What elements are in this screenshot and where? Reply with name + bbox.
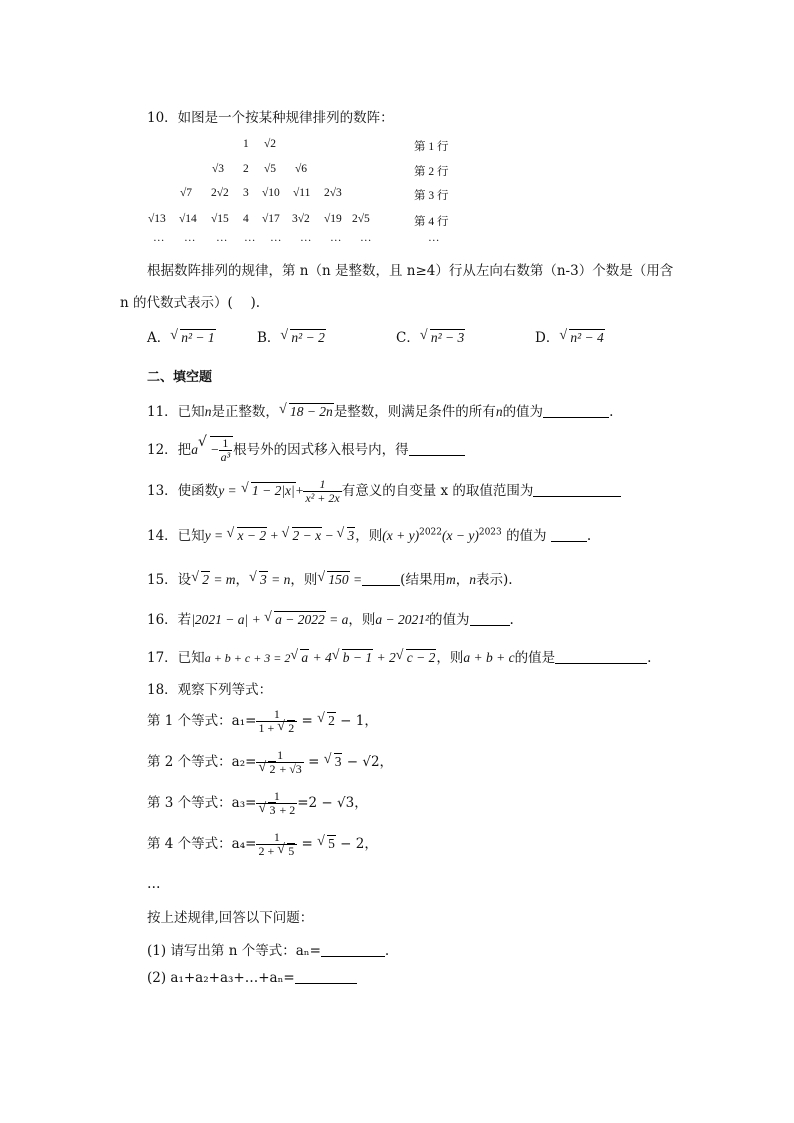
q14: 14．已知y = √ x − 2 + √ 2 − x − √ 3，则$(x + y)^{2022}(x - y)^{2023}$ 的值为 . — [147, 524, 591, 544]
matrix-row-label: 第 1 行 — [414, 141, 449, 153]
q18-prompt: 按上述规律,回答以下问题： — [147, 910, 314, 926]
q18-title: 18．观察下列等式： — [147, 682, 273, 698]
q10-text-2: n 的代数式表示）( ). — [120, 295, 261, 311]
matrix-dots: … — [244, 232, 256, 244]
matrix-cell: √13 — [148, 213, 166, 225]
answer-blank-13[interactable] — [533, 483, 621, 497]
answer-blank-14[interactable] — [551, 528, 587, 542]
q17: 17．已知a + b + c + 3 = 2√ a + 4√ b − 1 + 2√ c − 2，则a + b + c的值是 . — [147, 646, 651, 666]
matrix-dots: … — [300, 232, 312, 244]
section-heading: 二、填空题 — [147, 370, 213, 385]
matrix-cell: √5 — [264, 163, 277, 175]
matrix-dots: … — [153, 232, 165, 244]
q18-eq-2: 第 2 个等式：a₂= 1 √ 2 + √3 = √ 3 − √2， — [147, 749, 393, 776]
matrix-cell: 4 — [243, 213, 249, 225]
answer-blank-17[interactable] — [555, 650, 647, 664]
matrix-cell: √19 — [324, 213, 342, 225]
matrix-cell: 2√5 — [352, 213, 370, 225]
matrix-dots: … — [216, 232, 228, 244]
answer-blank-16[interactable] — [470, 612, 510, 626]
matrix-cell: 2 — [243, 163, 249, 175]
option-a[interactable]: A．√ n² − 1 — [147, 326, 216, 346]
q16: 16．若|2021 − a| + √ a − 2022 = a，则a − 2021²的值为 . — [147, 608, 514, 628]
q18-dots: … — [147, 876, 161, 892]
option-b[interactable]: B．√ n² − 2 — [257, 326, 326, 346]
matrix-row-label: 第 2 行 — [414, 166, 449, 178]
matrix-cell: √17 — [262, 213, 280, 225]
matrix-cell: √3 — [212, 163, 225, 175]
matrix-cell: 2√2 — [211, 187, 229, 199]
answer-blank-11[interactable] — [543, 404, 609, 418]
matrix-cell: √11 — [293, 187, 311, 199]
q15: 15．设√ 2 = m，√ 3 = n，则√ 150 = (结果用m，n表示). — [147, 568, 513, 588]
matrix-row-label: … — [428, 232, 440, 244]
matrix-cell: √15 — [211, 213, 229, 225]
q18-sub-1: (1) 请写出第 n 个等式：aₙ= . — [147, 943, 390, 959]
matrix-dots: … — [360, 232, 372, 244]
matrix-cell: 3 — [243, 187, 249, 199]
matrix-cell: 1 — [243, 138, 249, 150]
q18-eq-1: 第 1 个等式：a₁= $\frac{1}{1 + √ 2}$ = √ 2 − 1， — [147, 708, 378, 735]
matrix-cell: √10 — [262, 187, 280, 199]
q18-eq-4: 第 4 个等式：a₄= $\frac{1}{2 + √ 5}$ = √ 5 − 2， — [147, 831, 378, 858]
matrix-dots: … — [270, 232, 282, 244]
answer-blank-18-1[interactable] — [321, 943, 385, 957]
q18-eq-3: 第 3 个等式：a₃= 1 √ 3 + 2 =2 − √3， — [147, 790, 368, 817]
answer-blank-18-2[interactable] — [295, 970, 357, 984]
matrix-cell: √6 — [295, 163, 308, 175]
matrix-row-label: 第 4 行 — [414, 216, 449, 228]
option-d[interactable]: D．√ n² − 4 — [535, 326, 605, 346]
q11: 11．已知n是正整数，√ 18 − 2n是整数，则满足条件的所有n的值为 . — [147, 400, 613, 420]
option-c[interactable]: C．√ n² − 3 — [396, 326, 465, 346]
matrix-cell: √2 — [264, 138, 277, 150]
answer-blank-12[interactable] — [409, 442, 465, 456]
matrix-dots: … — [330, 232, 342, 244]
q10-text-1: 根据数阵排列的规律，第 n（n 是整数，且 n≥4）行从左向右数第（n-3）个数是（用含 — [147, 263, 674, 279]
q18-sub-2: (2) a₁+a₂+a₃+…+aₙ= — [147, 970, 357, 986]
matrix-cell: √14 — [179, 213, 197, 225]
q12: 12．把a√ − $\frac{1}{\text{a³}}$ 根号外的因式移入根号内，得 — [147, 436, 465, 464]
matrix-cell: 3√2 — [292, 213, 310, 225]
matrix-row-label: 第 3 行 — [414, 190, 449, 202]
q10-title: 10．如图是一个按某种规律排列的数阵： — [147, 110, 394, 126]
matrix-cell: √7 — [180, 187, 193, 199]
matrix-cell: 2√3 — [324, 187, 342, 199]
answer-blank-15[interactable] — [362, 572, 400, 586]
q13: 13．使函数y = √ 1 − 2|x|+ $\frac{1}{\text{x² + 2x}}$ 有意义的自变量 x 的取值范围为 — [147, 478, 621, 505]
matrix-dots: … — [184, 232, 196, 244]
